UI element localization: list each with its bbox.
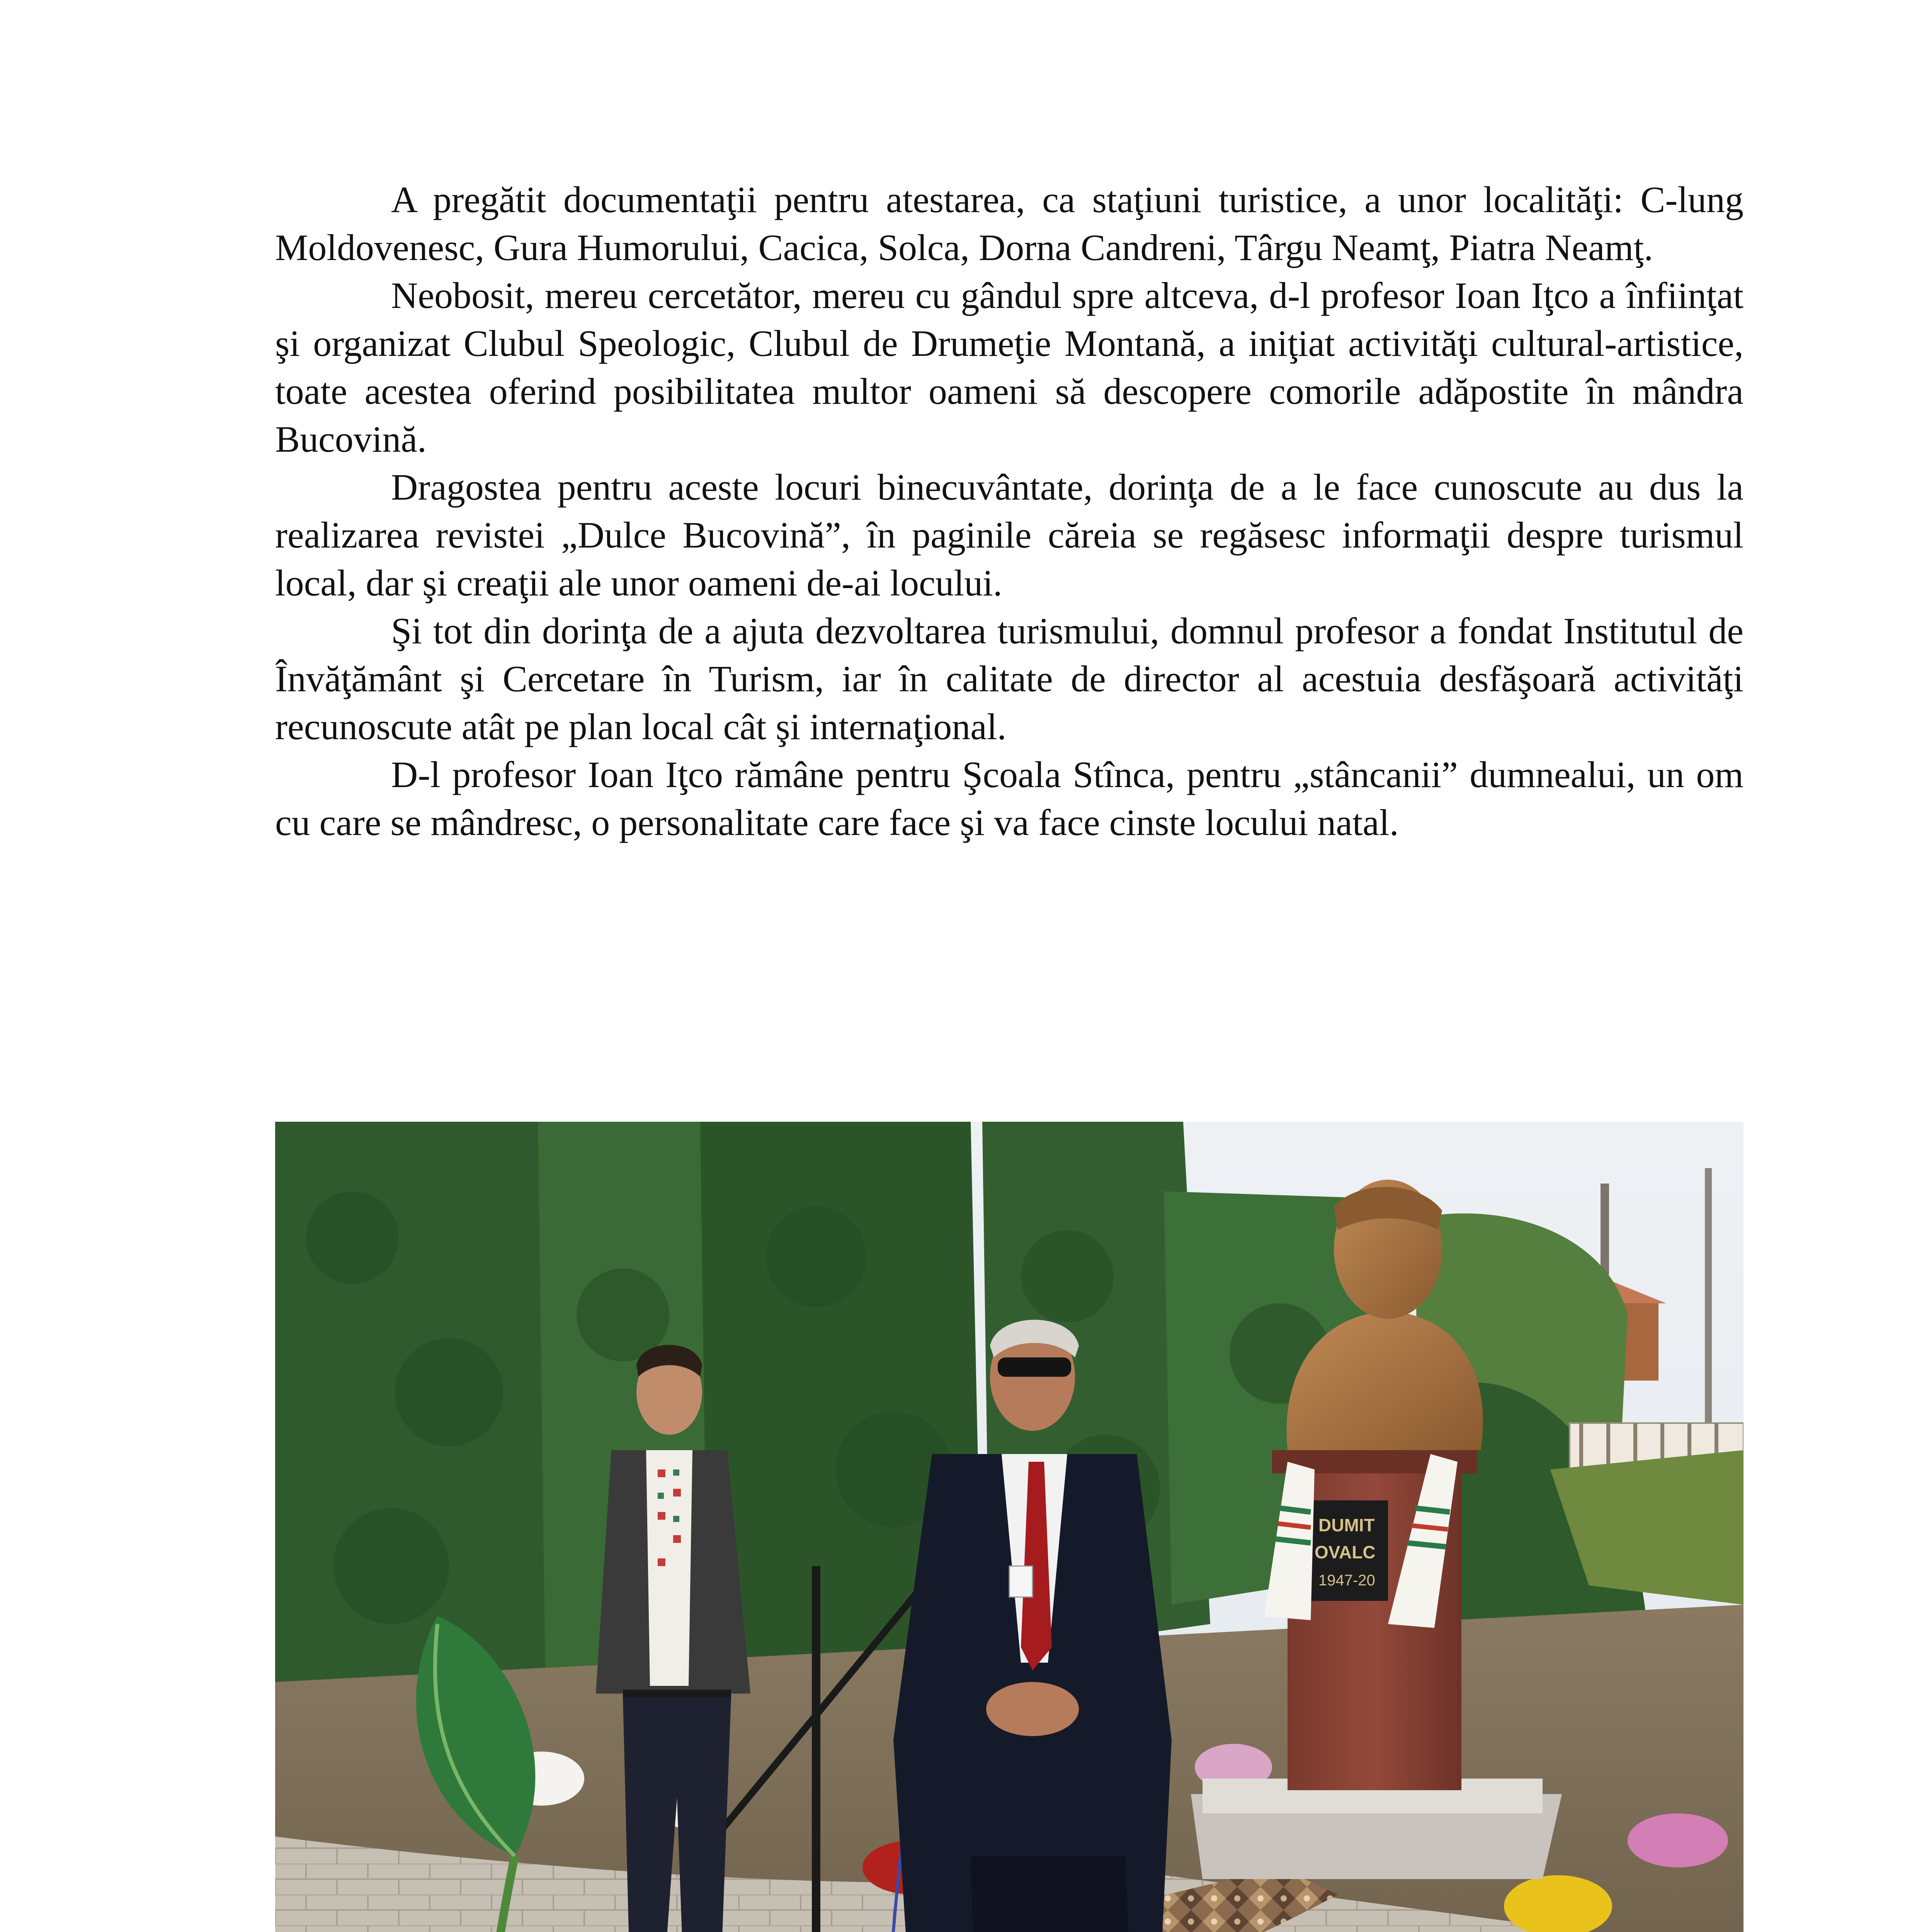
event-photo: [275, 1122, 1744, 1932]
paragraph-4: Şi tot din dorinţa de a ajuta dezvoltarea turismului, domnul profesor a fondat Institutul de Învăţământ şi Cercetare în Turism, iar în calitate de director al acestuia desfăşoară activităţi recunoscute atât pe plan local cât şi internaţional.: [275, 610, 1744, 747]
plaque-text-3: 1947-20: [1318, 1572, 1375, 1589]
plaque-text-1: DUMIT: [1318, 1515, 1375, 1535]
body-text: [275, 176, 1744, 847]
paragraph-5: D-l profesor Ioan Iţco rămâne pentru Şcoala Stînca, pentru „stâncanii” dumnealui, un om cu care se mândresc, o personalitate care face şi va face cinste locului natal.: [275, 754, 1744, 843]
paragraph-1: A pregătit documentaţii pentru atestarea, ca staţiuni turistice, a unor localităţi: C-lung Moldovenesc, Gura Humorului, Cacica, Solca, Dorna Candreni, Târgu Neamţ, Piatra Neamţ.: [275, 179, 1744, 268]
plaque-text-2: OVALC: [1315, 1542, 1376, 1562]
paragraph-3: Dragostea pentru aceste locuri binecuvântate, dorinţa de a le face cunoscute au dus la realizarea revistei „Dulce Bucovină”, în paginile căreia se regăsesc informaţii despre turismul local, dar şi creaţii ale unor oameni de-ai locului.: [275, 466, 1744, 604]
paragraph-2: Neobosit, mereu cercetător, mereu cu gândul spre altceva, d-l profesor Ioan Iţco a înfiinţat şi organizat Clubul Speologic, Clubul de Drumeţie Montană, a iniţiat activităţi cultural-artistice, toate acestea oferind posibilitatea multor oameni să descopere comorile adăpostite în mândra Bucovină.: [275, 275, 1744, 460]
